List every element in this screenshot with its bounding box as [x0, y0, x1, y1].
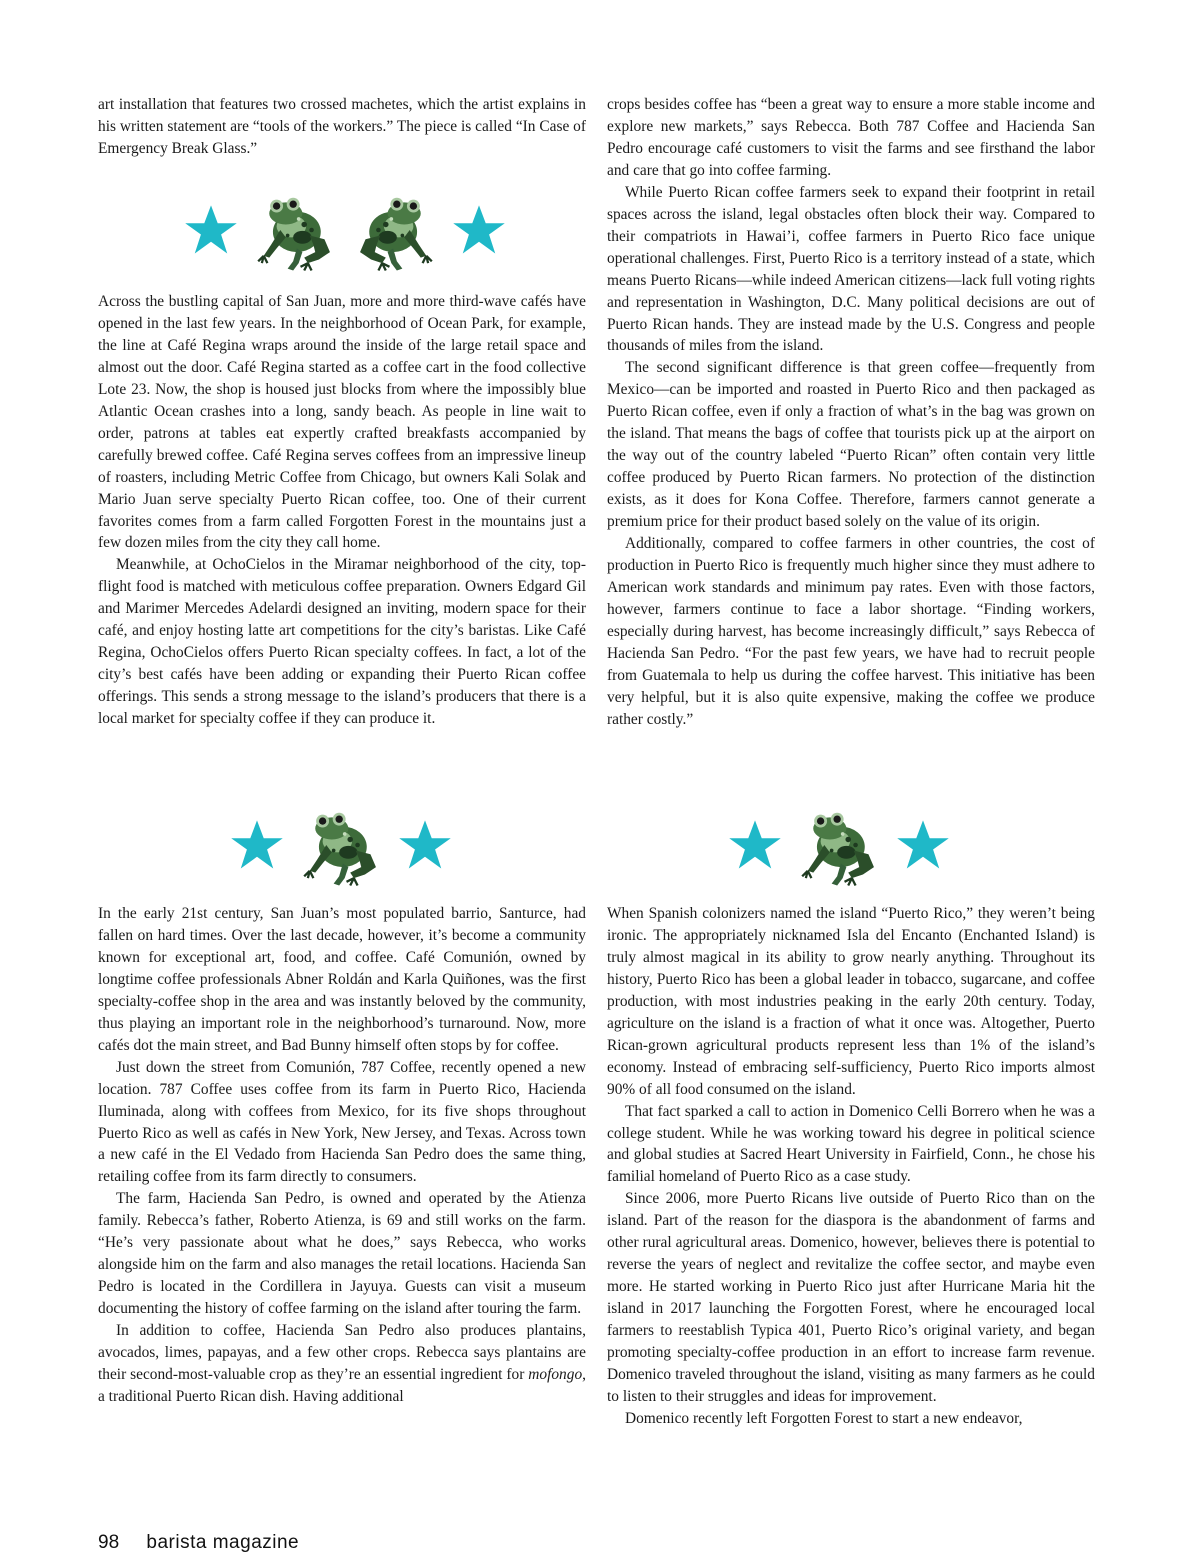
section-divider	[210, 795, 472, 895]
page-number: 98	[98, 1532, 120, 1553]
text-run: , a traditional Puerto Rican dish. Having additional	[98, 1366, 586, 1405]
paragraph: crops besides coffee has “been a great way to ensure a more stable income and explore new markets,” says Rebecca. Both 787 Coffee and Hacienda San Pedro encourage café customers to visit the farms and see firsthand the labor and care that go into coffee farming.	[607, 96, 1095, 179]
page-footer	[98, 1532, 299, 1554]
right-column-bottom	[607, 903, 1095, 1430]
frog-icon	[249, 184, 341, 276]
frog-icon	[349, 184, 441, 276]
paragraph: The second significant difference is that green coffee—frequently from Mexico—can be imported and roasted in Puerto Rico and then packaged as Puerto Rican coffee, even if only a fraction of what’s in the bag was grown on the island. That means the bags of coffee that tourists pick up at the airport on the way out of the country labeled “Puerto Rican” often contain very little coffee produced by Puerto Rican farmers. No protection of the distinction exists, as it does for Kona Coffee. Therefore, farmers cannot generate a premium price for their product based solely on the value of its origin.	[607, 359, 1095, 531]
star-icon	[397, 817, 453, 873]
paragraph: The farm, Hacienda San Pedro, is owned and operated by the Atienza family. Rebecca’s father, Roberto Atienza, is 69 and still works on the farm. “He’s very passionate about what he does,” says Rebecca, who works alongside him on the farm and also manages the retail locations. Hacienda San Pedro is located in the Cordillera in Jayuya. Guests can visit a museum documenting the history of coffee farming on the island after touring the farm.	[98, 1190, 586, 1318]
star-icon	[451, 202, 507, 258]
frog-icon	[295, 799, 387, 891]
star-icon	[183, 202, 239, 258]
paragraph: In the early 21st century, San Juan’s most populated barrio, Santurce, had fallen on hard times. Over the last decade, however, it’s become a community known for exceptional art, food, and coffee. Café Comunión, owned by longtime coffee professionals Abner Roldán and Karla Quiñones, was the first specialty-coffee shop in the area and was instantly beloved by the community, thus playing an important role in the neighborhood’s turnaround. Now, more cafés dot the main street, and Bad Bunny himself often stops by for coffee.	[98, 905, 586, 1054]
paragraph: Additionally, compared to coffee farmers in other countries, the cost of production in Puerto Rico is frequently much higher since they must adhere to American work standards and minimum pay rates. Even with those factors, however, farmers continue to face a labor shortage. “Finding workers, especially during harvest, has become increasingly difficult,” says Rebecca of Hacienda San Pedro. “For the past few years, we have had to recruit people from Guatemala to help us during the coffee harvest. This initiative has been very helpful, but it is also quite expensive, making the coffee we produce rather costly.”	[607, 535, 1095, 728]
star-icon	[229, 817, 285, 873]
paragraph: That fact sparked a call to action in Domenico Celli Borrero when he was a college student. While he was working toward his degree in political science and global studies at Sacred Heart University in Fairfield, Conn., he chose his familial homeland of Puerto Rico as a case study.	[607, 1102, 1095, 1186]
right-column-top	[607, 94, 1095, 731]
star-icon	[895, 817, 951, 873]
paragraph: art installation that features two crossed machetes, which the artist explains in his written statement are “tools of the workers.” The piece is called “In Case of Emergency Break Glass.”	[98, 96, 586, 157]
left-column-middle	[98, 291, 586, 730]
section-divider	[150, 180, 540, 280]
section-divider	[708, 795, 970, 895]
magazine-name: barista magazine	[146, 1532, 300, 1553]
paragraph: Across the bustling capital of San Juan, more and more third-wave cafés have opened in the last few years. In the neighborhood of Ocean Park, for example, the line at Café Regina wraps around the inside of the large retail space and almost out the door. Café Regina started as a coffee cart in the food collective Lote 23. Now, the shop is housed just blocks from where the impossibly blue Atlantic Ocean crashes into a long, sandy beach. As people in line wait to order, patrons at tables eat expertly crafted breakfasts accompanied by carefully brewed coffee. Café Regina serves coffees from an impressive lineup of roasters, including Metric Coffee from Chicago, but owners Kali Solak and Mario Juan serve specialty Puerto Rican coffee, too. One of their current favorites comes from a farm called Forgotten Forest in the mountains just a few dozen miles from the city they call home.	[98, 293, 586, 552]
italic-term: mofongo	[528, 1366, 583, 1384]
paragraph: Just down the street from Comunión, 787 Coffee, recently opened a new location. 787 Coffee uses coffee from its farm in Puerto Rico, Hacienda Iluminada, along with coffees from Mexico, for its five shops throughout Puerto Rico as well as cafés in New York, New Jersey, and Texas. Across town a new café in the El Vedado from Hacienda San Pedro does the same thing, retailing coffee from its farm directly to consumers.	[98, 1058, 586, 1186]
paragraph: When Spanish colonizers named the island “Puerto Rico,” they weren’t being ironic. The appropriately nicknamed Isla del Encanto (Enchanted Island) is truly almost magical in its ability to grow nearly anything. Throughout its history, Puerto Rico has been a global leader in tobacco, sugarcane, and coffee production, with most industries peaking in the early 20th century. Today, agriculture on the island is a fraction of what it once was. Altogether, Puerto Rican-grown agricultural products represent less than 1% of the island’s economy. Instead of embracing self-sufficiency, Puerto Rico imports almost 90% of all food consumed on the island.	[607, 905, 1095, 1098]
left-column-top	[98, 94, 586, 160]
paragraph: Since 2006, more Puerto Ricans live outside of Puerto Rico than on the island. Part of the reason for the diaspora is the abandonment of farms and other rural agricultural areas. Domenico, however, believes there is potential to reverse the years of neglect and revitalize the coffee sector, and maybe even more. He started working in Puerto Rico just after Hurricane Maria hit the island in 2017 launching the Forgotten Forest, where he encouraged local farmers to reestablish Typica 401, Puerto Rico’s original variety, and began promoting specialty-coffee production in an effort to increase farm revenue. Domenico traveled throughout the island, visiting as many farmers as he could to listen to their struggles and ideas for improvement.	[607, 1190, 1095, 1405]
paragraph: While Puerto Rican coffee farmers seek to expand their footprint in retail spaces across the island, legal obstacles often block their way. Compared to their compatriots in Hawai’i, coffee farmers in Puerto Rico face unique operational challenges. First, Puerto Rico is a territory instead of a state, which means Puerto Ricans—while indeed American citizens—lack full voting rights and representation in Washington, D.C. Many political decisions are out of Puerto Rican hands. They are instead made by the U.S. Congress and people thousands of miles from the island.	[607, 183, 1095, 355]
paragraph: Meanwhile, at OchoCielos in the Miramar neighborhood of the city, top-flight food is matched with meticulous coffee preparation. Owners Edgard Gil and Marimer Mercedes Adelardi designed an inviting, modern space for their café, and enjoy hosting latte art competitions for the city’s baristas. Like Café Regina, OchoCielos offers Puerto Rican specialty coffees. In fact, a lot of the city’s best cafés have been adding or expanding their Puerto Rican coffee offerings. This sends a strong message to the island’s producers that there is a local market for specialty coffee if they can produce it.	[98, 556, 586, 728]
star-icon	[727, 817, 783, 873]
left-column-bottom	[98, 903, 586, 1408]
text-run: In addition to coffee, Hacienda San Pedro also produces plantains, avocados, limes, papayas, and a few other crops. Rebecca says plantains are their second-most-valuable crop as they’re an essential ingredient for	[98, 1322, 586, 1384]
paragraph	[98, 1320, 586, 1408]
paragraph: Domenico recently left Forgotten Forest to start a new endeavor,	[625, 1409, 1023, 1427]
frog-icon	[793, 799, 885, 891]
